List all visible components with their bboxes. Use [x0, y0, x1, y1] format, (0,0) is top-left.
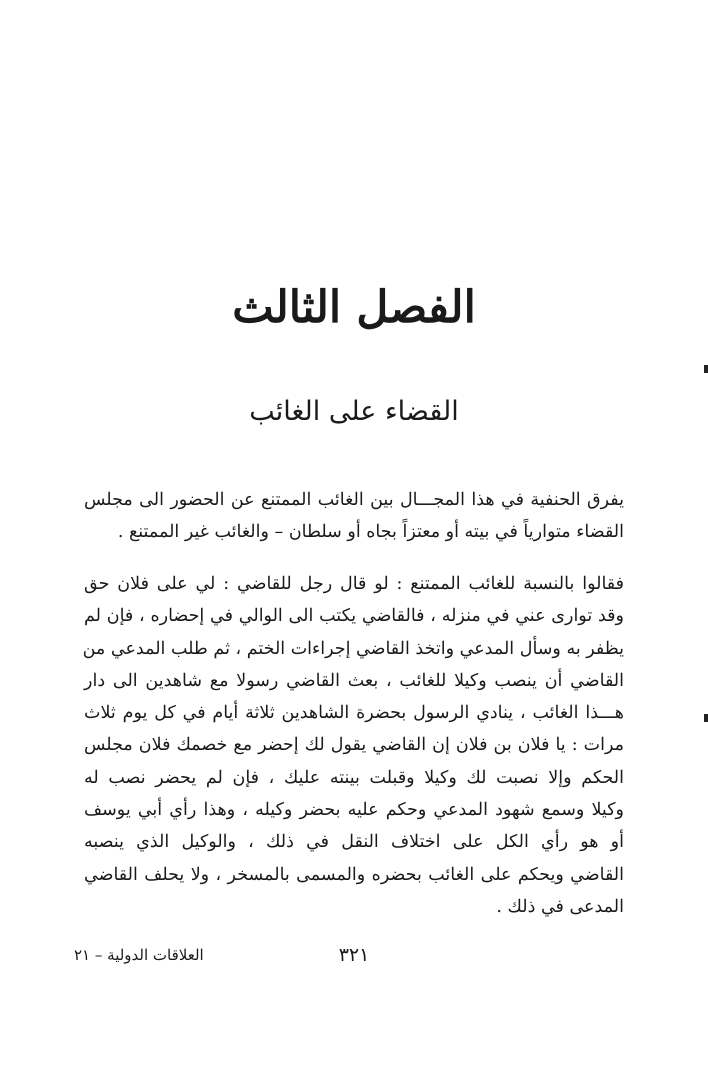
paragraph-line: فقالوا بالنسبة للغائب الممتنع : لو قال رجل للقاضي : لي على فلان حق	[84, 574, 624, 594]
paragraph-1	[84, 484, 624, 549]
page-edge-mark	[704, 714, 708, 722]
paragraph-line: وقد توارى عني في منزله ، فالقاضي يكتب الى الوالي في إحضاره ، فإن لم	[84, 606, 624, 627]
chapter-title: الفصل الثالث	[232, 282, 476, 333]
paragraph-line: القضاء متوارياً في بيته أو معتزاً بجاه أو سلطان – والغائب غير الممتنع .	[117, 522, 624, 543]
page-footer	[74, 944, 624, 972]
paragraph-line: الحكم وإلا نصبت لك وكيلا وقبلت بينته عليك ، فإن لم يحضر نصب له	[84, 767, 624, 788]
page-edge-mark	[704, 365, 708, 373]
paragraph-line: يفرق الحنفية في هذا المجـــال بين الغائب الممتنع عن الحضور الى مجلس	[84, 490, 624, 510]
running-footer: العلاقات الدولية – ٢١	[74, 946, 204, 964]
paragraph-line: هـــذا الغائب ، ينادي الرسول بحضرة الشاهدين ثلاثة أيام في كل يوم ثلاث	[84, 703, 624, 724]
section-title: القضاء على الغائب	[249, 396, 459, 427]
paragraph-line: يظفر به وسأل المدعي واتخذ القاضي إجراءات الختم ، ثم طلب المدعي من	[82, 638, 624, 659]
paragraph-line: أو هو رأي الكل على اختلاف النقل في ذلك ، والوكيل الذي ينصبه	[84, 832, 624, 853]
paragraph-line: وكيلا وسمع شهود المدعي وحكم عليه بحضر وكيله ، وهذا رأي أبي يوسف	[84, 800, 624, 821]
paragraph-line: المدعى في ذلك .	[496, 896, 624, 917]
paragraph-2	[84, 568, 624, 923]
paragraph-line: القاضي ويحكم على الغائب بحضره والمسمى بالمسخر ، ولا يحلف القاضي	[84, 864, 624, 885]
paragraph-line: القاضي أن ينصب وكيلا للغائب ، بعث القاضي رسولا مع شاهدين الى دار	[84, 670, 624, 691]
page-number: ٣٢١	[338, 944, 370, 966]
paragraph-line: مرات : يا فلان بن فلان إن القاضي يقول لك إحضر مع خصمك فلان مجلس	[84, 735, 624, 756]
